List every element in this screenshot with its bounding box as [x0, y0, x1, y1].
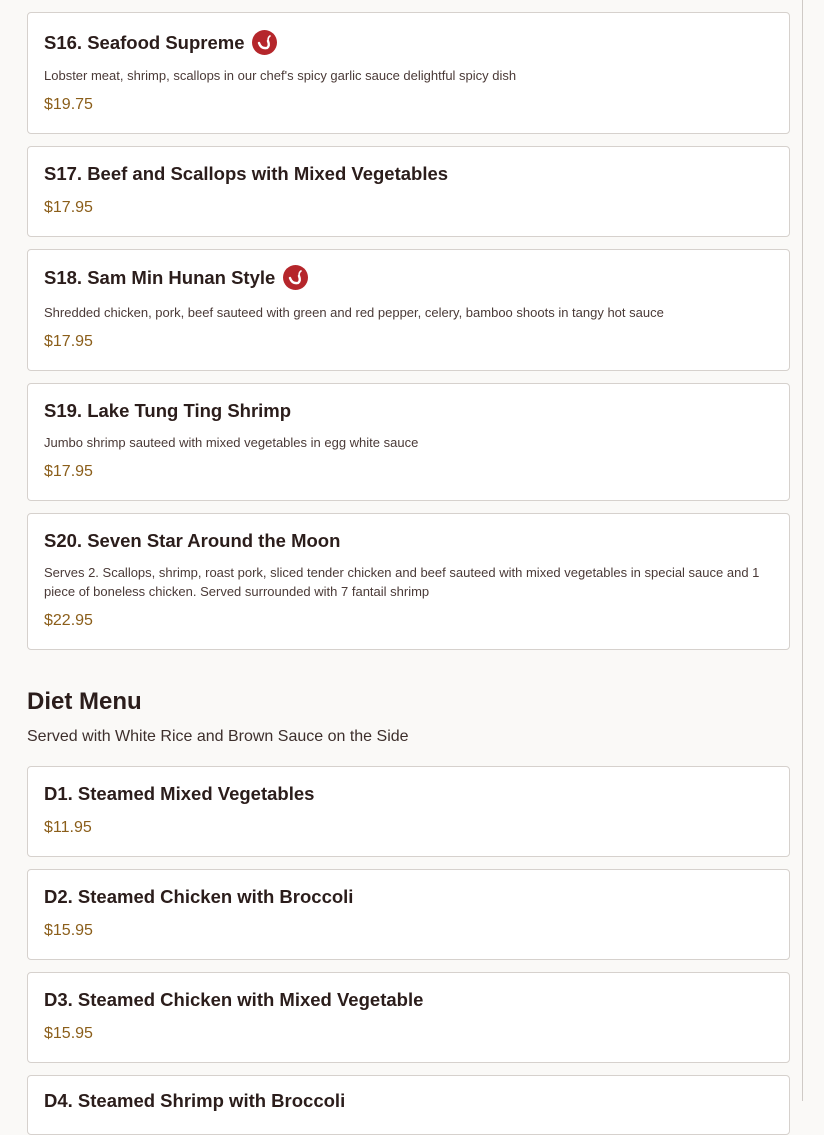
menu-item-card[interactable] — [27, 146, 790, 237]
menu-item-price: $17.95 — [44, 199, 93, 216]
menu-item-price: $17.95 — [44, 463, 93, 480]
menu-item-name-row — [44, 265, 308, 290]
menu-item-name: D2. Steamed Chicken with Broccoli — [44, 886, 354, 907]
menu-item-card[interactable] — [27, 1075, 790, 1135]
menu-item-name: D3. Steamed Chicken with Mixed Vegetable — [44, 989, 424, 1010]
menu-item-description: Shredded chicken, pork, beef sauteed with green and red pepper, celery, bamboo shoots in tangy hot sauce — [44, 305, 664, 320]
menu-item-price: $22.95 — [44, 612, 93, 629]
menu-item-description: Jumbo shrimp sauteed with mixed vegetables in egg white sauce — [44, 435, 419, 450]
menu-item-price: $19.75 — [44, 96, 93, 113]
scrollbar-track[interactable] — [802, 0, 803, 1101]
chili-pepper-icon — [252, 30, 277, 55]
menu-item-name: S19. Lake Tung Ting Shrimp — [44, 400, 292, 421]
menu-item-name: S17. Beef and Scallops with Mixed Vegetables — [44, 163, 449, 184]
menu-item-name: D4. Steamed Shrimp with Broccoli — [44, 1090, 346, 1111]
menu-item-card[interactable] — [27, 766, 790, 857]
menu-item-name: D1. Steamed Mixed Vegetables — [44, 783, 315, 804]
chili-pepper-icon — [283, 265, 308, 290]
section-subtitle: Served with White Rice and Brown Sauce on the Side — [27, 728, 409, 745]
menu-item-name-row — [44, 30, 277, 55]
menu-item-price: $11.95 — [44, 819, 92, 836]
section-title: Diet Menu — [27, 688, 142, 715]
menu-item-description: Serves 2. Scallops, shrimp, roast pork, sliced tender chicken and beef sauteed with mixed vegetables in special sauce and 1 piece of boneless chicken. Served surrounded with 7 fantail shrimp — [44, 565, 760, 599]
menu-item-card[interactable] — [27, 12, 790, 134]
menu-item-price: $17.95 — [44, 333, 93, 350]
menu-item-name: S18. Sam Min Hunan Style — [44, 266, 276, 288]
menu-item-card[interactable] — [27, 383, 790, 501]
menu-item-card[interactable] — [27, 249, 790, 371]
menu-item-description: Lobster meat, shrimp, scallops in our chef's spicy garlic sauce delightful spicy dish — [44, 68, 517, 83]
menu-item-card[interactable] — [27, 513, 790, 650]
menu-item-name: S20. Seven Star Around the Moon — [44, 530, 341, 551]
menu-item-price: $15.95 — [44, 922, 93, 939]
menu-item-price: $15.95 — [44, 1025, 93, 1042]
menu-item-card[interactable] — [27, 869, 790, 960]
menu-item-card[interactable] — [27, 972, 790, 1063]
menu-item-name: S16. Seafood Supreme — [44, 31, 245, 53]
